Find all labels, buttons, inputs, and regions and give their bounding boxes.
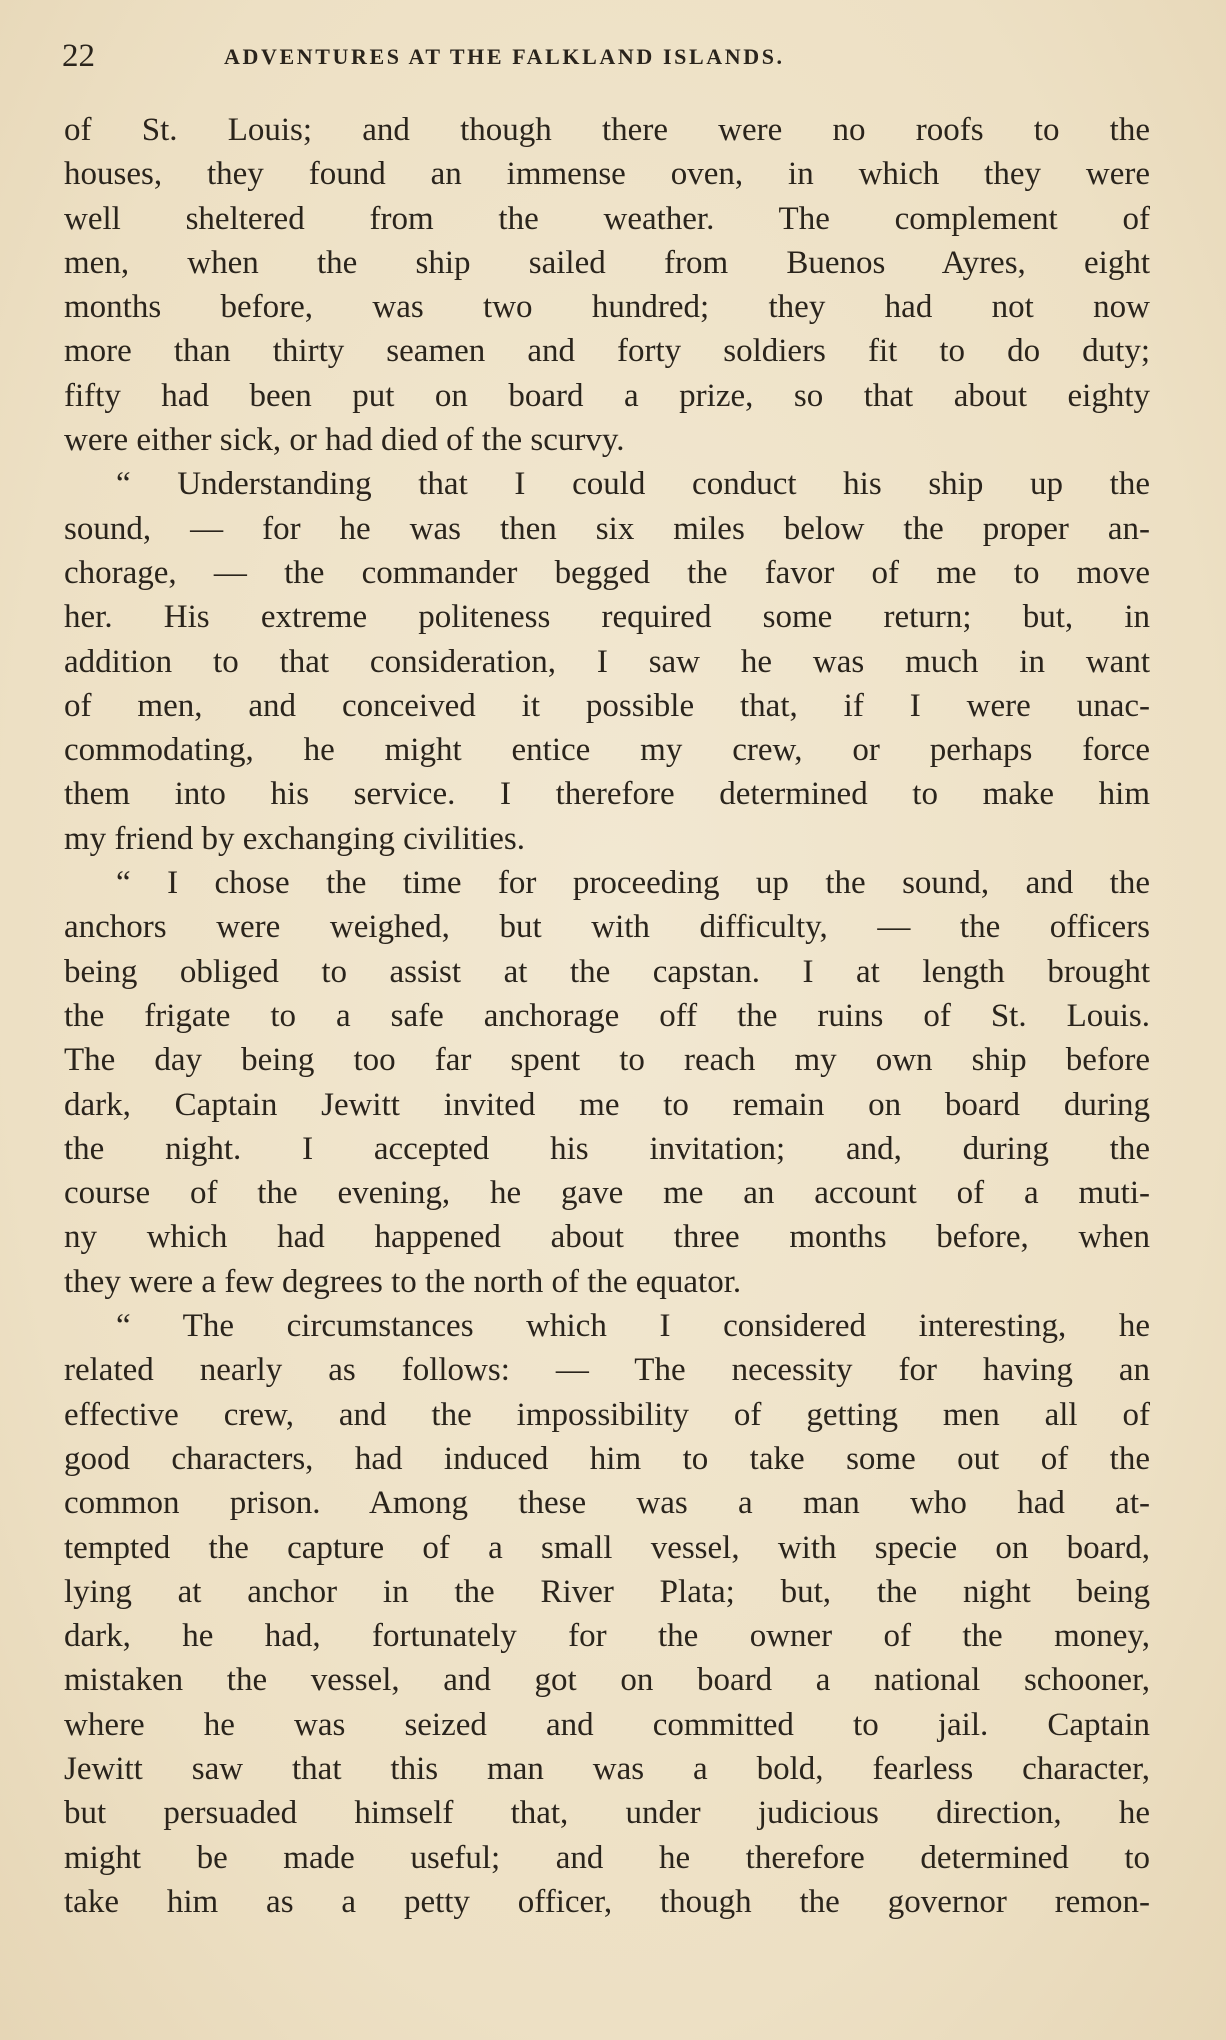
- text-line: course of the evening, he gave me an account of a muti-: [64, 1175, 1150, 1212]
- paragraph-4: [64, 1304, 1150, 1924]
- text-line: “ The circumstances which I considered interesting, he: [116, 1308, 1150, 1345]
- text-line: good characters, had induced him to take some out of the: [64, 1440, 1150, 1477]
- text-line: being obliged to assist at the capstan. I at length brought: [64, 953, 1150, 990]
- text-line: mistaken the vessel, and got on board a national schooner,: [64, 1662, 1150, 1699]
- text-line: dark, Captain Jewitt invited me to remain on board during: [64, 1086, 1150, 1123]
- text-line: where he was seized and committed to jail. Captain: [64, 1706, 1150, 1743]
- text-line: commodating, he might entice my crew, or perhaps force: [64, 732, 1150, 769]
- text-line: were either sick, or had died of the scurvy.: [64, 422, 625, 459]
- text-line: more than thirty seamen and forty soldiers fit to do duty;: [64, 333, 1150, 370]
- text-line: common prison. Among these was a man who had at-: [64, 1485, 1150, 1522]
- text-line: of St. Louis; and though there were no roofs to the: [64, 112, 1150, 148]
- text-line: effective crew, and the impossibility of getting men all of: [64, 1396, 1150, 1433]
- text-line: related nearly as follows: — The necessity for having an: [64, 1352, 1150, 1389]
- paragraph-2: [64, 462, 1150, 861]
- text-line: well sheltered from the weather. The complement of: [64, 200, 1150, 237]
- text-line: lying at anchor in the River Plata; but, the night being: [64, 1573, 1150, 1610]
- running-head: ADVENTURES AT THE FALKLAND ISLANDS.: [224, 44, 785, 69]
- text-line: of men, and conceived it possible that, if I were unac-: [64, 687, 1150, 724]
- paragraph-3: [64, 861, 1150, 1304]
- text-line: men, when the ship sailed from Buenos Ayres, eight: [64, 244, 1150, 281]
- page-header: [62, 36, 1152, 82]
- text-line: tempted the capture of a small vessel, with specie on board,: [64, 1529, 1150, 1566]
- text-line: addition to that consideration, I saw he was much in want: [64, 643, 1150, 680]
- body-text: [64, 108, 1150, 1924]
- text-line: the night. I accepted his invitation; and, during the: [64, 1130, 1150, 1167]
- text-line: ny which had happened about three months before, when: [64, 1219, 1150, 1256]
- text-line: take him as a petty officer, though the governor remon-: [64, 1883, 1150, 1920]
- paragraph-1: [64, 108, 1150, 462]
- text-line: fifty had been put on board a prize, so that about eighty: [64, 377, 1150, 414]
- text-line: months before, was two hundred; they had not now: [64, 289, 1150, 326]
- page-number: 22: [62, 38, 95, 74]
- text-line: them into his service. I therefore determined to make him: [64, 776, 1150, 813]
- text-line: might be made useful; and he therefore determined to: [64, 1839, 1150, 1876]
- text-line: dark, he had, fortunately for the owner of the money,: [64, 1618, 1150, 1655]
- text-line: sound, — for he was then six miles below the proper an-: [64, 510, 1150, 547]
- text-line: chorage, — the commander begged the favor of me to move: [64, 554, 1150, 591]
- text-line: Jewitt saw that this man was a bold, fearless character,: [64, 1750, 1150, 1787]
- text-line: but persuaded himself that, under judicious direction, he: [64, 1795, 1150, 1832]
- text-line: houses, they found an immense oven, in which they were: [64, 156, 1150, 193]
- text-line: anchors were weighed, but with difficulty, — the officers: [64, 909, 1150, 946]
- text-line: they were a few degrees to the north of the equator.: [64, 1263, 742, 1300]
- text-line: the frigate to a safe anchorage off the ruins of St. Louis.: [64, 997, 1150, 1034]
- text-line: her. His extreme politeness required some return; but, in: [64, 599, 1150, 636]
- text-line: “ I chose the time for proceeding up the sound, and the: [116, 865, 1150, 902]
- text-line: The day being too far spent to reach my own ship before: [64, 1042, 1150, 1079]
- text-line: my friend by exchanging civilities.: [64, 820, 525, 857]
- text-line: “ Understanding that I could conduct his ship up the: [116, 466, 1150, 503]
